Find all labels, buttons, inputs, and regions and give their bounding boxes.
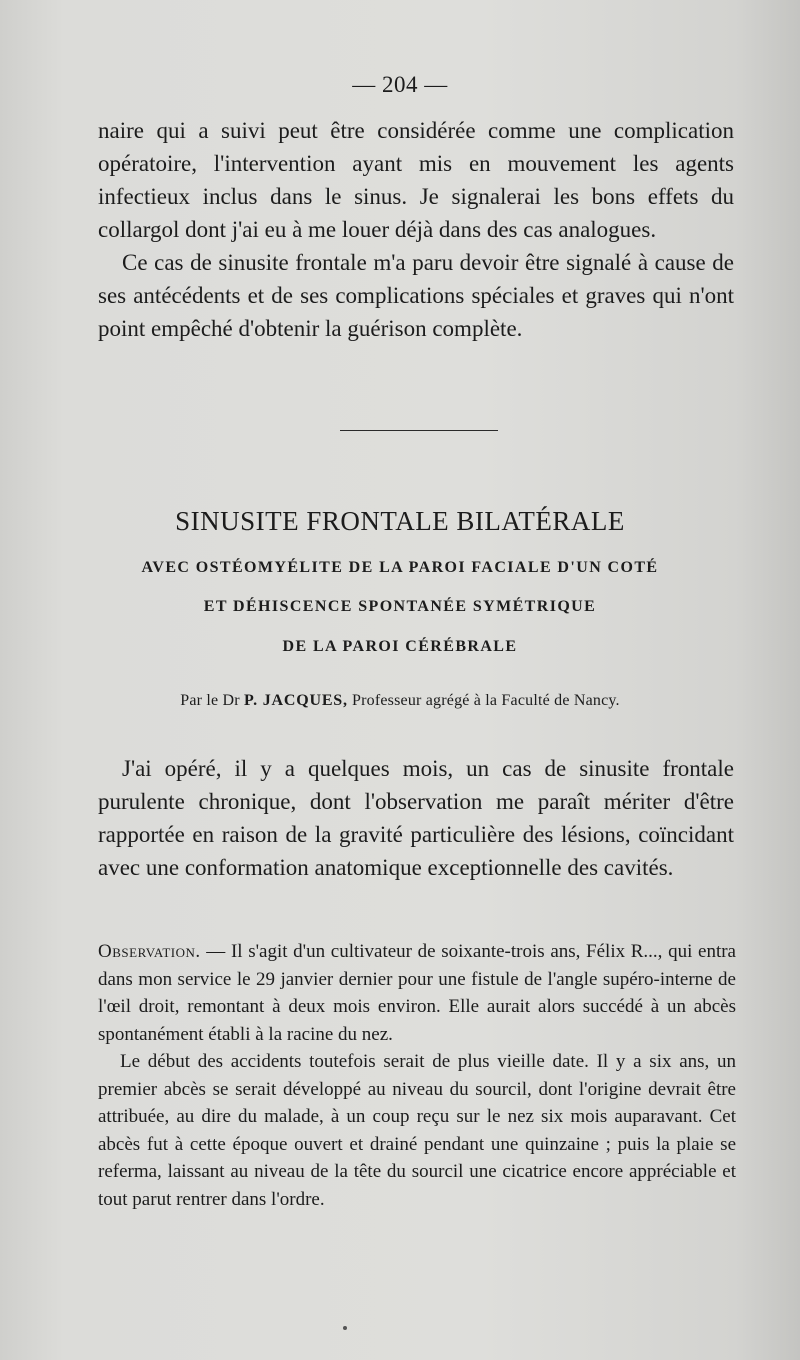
continuation-paragraph-2: Ce cas de sinusite frontale m'a paru devoir être signalé à cause de ses antécédents et de ses complications spéciales et graves qui n'ont point empêché d'obtenir la guérison complète. xyxy=(98,250,734,341)
section-divider xyxy=(340,430,498,431)
observation-paragraph-2: Le début des accidents toutefois serait de plus vieille date. Il y a six ans, un premier abcès se serait développé au niveau du sourcil, dont l'origine devrait être attribuée, au dire du malade, à un coup reçu sur le nez six mois auparavant. Cet abcès fut à cette époque ouvert et drainé pendant une quinzaine ; puis la plaie se referma, laissant au niveau de la tête du sourcil une cicatrice encore appréciable et tout parut rentrer dans l'ordre. xyxy=(98,1051,736,1210)
article-subtitle-line-1: AVEC OSTÉOMYÉLITE DE LA PAROI FACIALE D'UN COTÉ xyxy=(141,559,659,576)
continuation-text xyxy=(98,114,734,345)
continuation-paragraph-1: naire qui a suivi peut être considérée comme une complication opératoire, l'intervention ayant mis en mouvement les agents infectieux inclus dans le sinus. Je signalerai les bons effets du collargol dont j'ai eu à me louer déjà dans des cas analogues. xyxy=(98,118,734,242)
page-number: — 204 — xyxy=(352,72,448,97)
observation-paragraph-1 xyxy=(98,938,736,1048)
intro-paragraph: J'ai opéré, il y a quelques mois, un cas de sinusite frontale purulente chronique, dont l'observation me paraît mériter d'être rapportée en raison de la gravité particulière des lésions, coïncidant avec une conformation anatomique exceptionnelle des cavités. xyxy=(98,756,734,880)
byline-affiliation: Professeur agrégé à la Faculté de Nancy. xyxy=(352,692,620,709)
article-intro xyxy=(98,752,734,884)
print-speck xyxy=(343,1326,347,1330)
observation-label: Observation. xyxy=(98,941,201,962)
article-title: SINUSITE FRONTALE BILATÉRALE xyxy=(175,506,625,536)
byline-prefix: Par le Dr xyxy=(180,692,240,709)
observation-section xyxy=(98,938,736,1213)
article-byline xyxy=(0,692,800,710)
author-name: P. JACQUES, xyxy=(244,692,348,709)
article-subtitle-line-3: DE LA PAROI CÉRÉBRALE xyxy=(282,638,518,655)
article-subtitle-line-2: ET DÉHISCENCE SPONTANÉE SYMÉTRIQUE xyxy=(203,598,597,615)
observation-text: — Il s'agit d'un cultivateur de soixante-trois ans, Félix R..., qui entra dans mon service le 29 janvier dernier pour une fistule de l'angle supéro-interne de l'œil droit, remontant à deux mois environ. Elle aurait alors succédé à un abcès spontanément établi à la racine du nez. xyxy=(98,941,736,1045)
